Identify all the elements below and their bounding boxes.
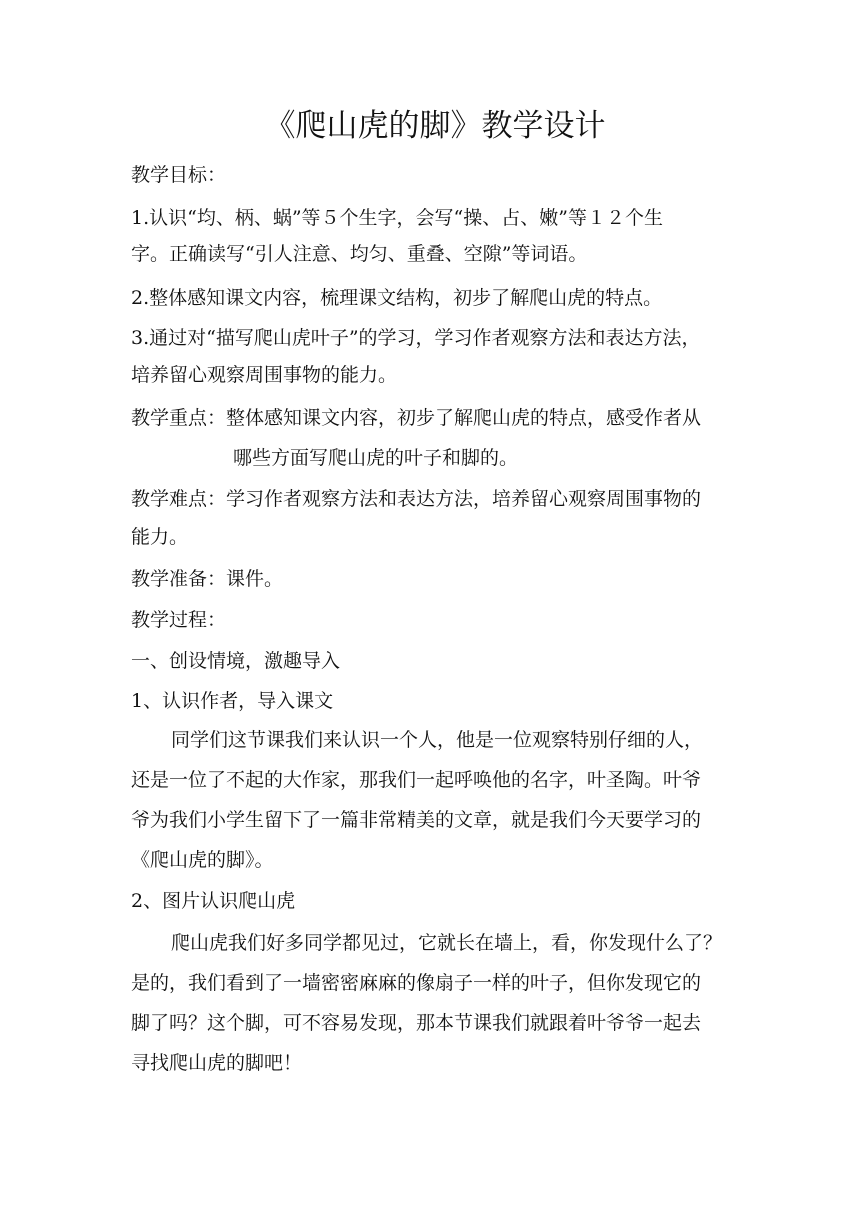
goal-1-line-2: 字。正确读写“引人注意、均匀、重叠、空隙”等词语。 [131, 243, 588, 265]
teaching-difficulty-line-1: 教学难点：学习作者观察方法和表达方法，培养留心观察周围事物的 [131, 488, 702, 510]
paragraph-1-line-2: 还是一位了不起的大作家，那我们一起呼唤他的名字，叶圣陶。叶爷 [131, 769, 702, 791]
goal-3-line-1: 3.通过对“描写爬山虎叶子”的学习，学习作者观察方法和表达方法， [131, 327, 701, 349]
paragraph-1-line-3: 爷为我们小学生留下了一篇非常精美的文章，就是我们今天要学习的 [131, 809, 702, 831]
paragraph-2-line-4: 寻找爬山虎的脚吧！ [131, 1052, 303, 1074]
paragraph-2-line-3: 脚了吗？这个脚，可不容易发现，那本节课我们就跟着叶爷爷一起去 [131, 1012, 702, 1034]
paragraph-2-line-2: 是的，我们看到了一墙密密麻麻的像扇子一样的叶子，但你发现它的 [131, 972, 702, 994]
section-1-heading: 一、创设情境，激趣导入 [131, 650, 341, 672]
subsection-2-heading: 2、图片认识爬山虎 [131, 890, 296, 912]
document-title: 《爬山虎的脚》教学设计 [264, 108, 606, 144]
goal-3-line-2: 培养留心观察周围事物的能力。 [131, 364, 398, 386]
paragraph-1-line-1: 同学们这节课我们来认识一个人，他是一位观察特别仔细的人， [171, 729, 704, 751]
teaching-focus-line-1: 教学重点：整体感知课文内容，初步了解爬山虎的特点，感受作者从 [131, 407, 702, 429]
teaching-difficulty-line-2: 能力。 [131, 526, 189, 548]
teaching-focus-line-2: 哪些方面写爬山虎的叶子和脚的。 [233, 447, 519, 469]
paragraph-1-line-4: 《爬山虎的脚》。 [131, 849, 274, 871]
subsection-1-heading: 1、认识作者，导入课文 [131, 690, 334, 712]
paragraph-2-line-1: 爬山虎我们好多同学都见过，它就长在墙上，看，你发现什么了？ [171, 932, 723, 954]
goal-2: 2.整体感知课文内容，梳理课文结构，初步了解爬山虎的特点。 [131, 287, 663, 309]
goal-1-line-1: 1.认识“均、柄、蜗”等５个生字，会写“操、占、嫩”等１２个生 [131, 207, 663, 229]
heading-teaching-process: 教学过程： [131, 609, 227, 631]
teaching-preparation: 教学准备：课件。 [131, 568, 284, 590]
heading-teaching-goals: 教学目标： [131, 164, 227, 186]
